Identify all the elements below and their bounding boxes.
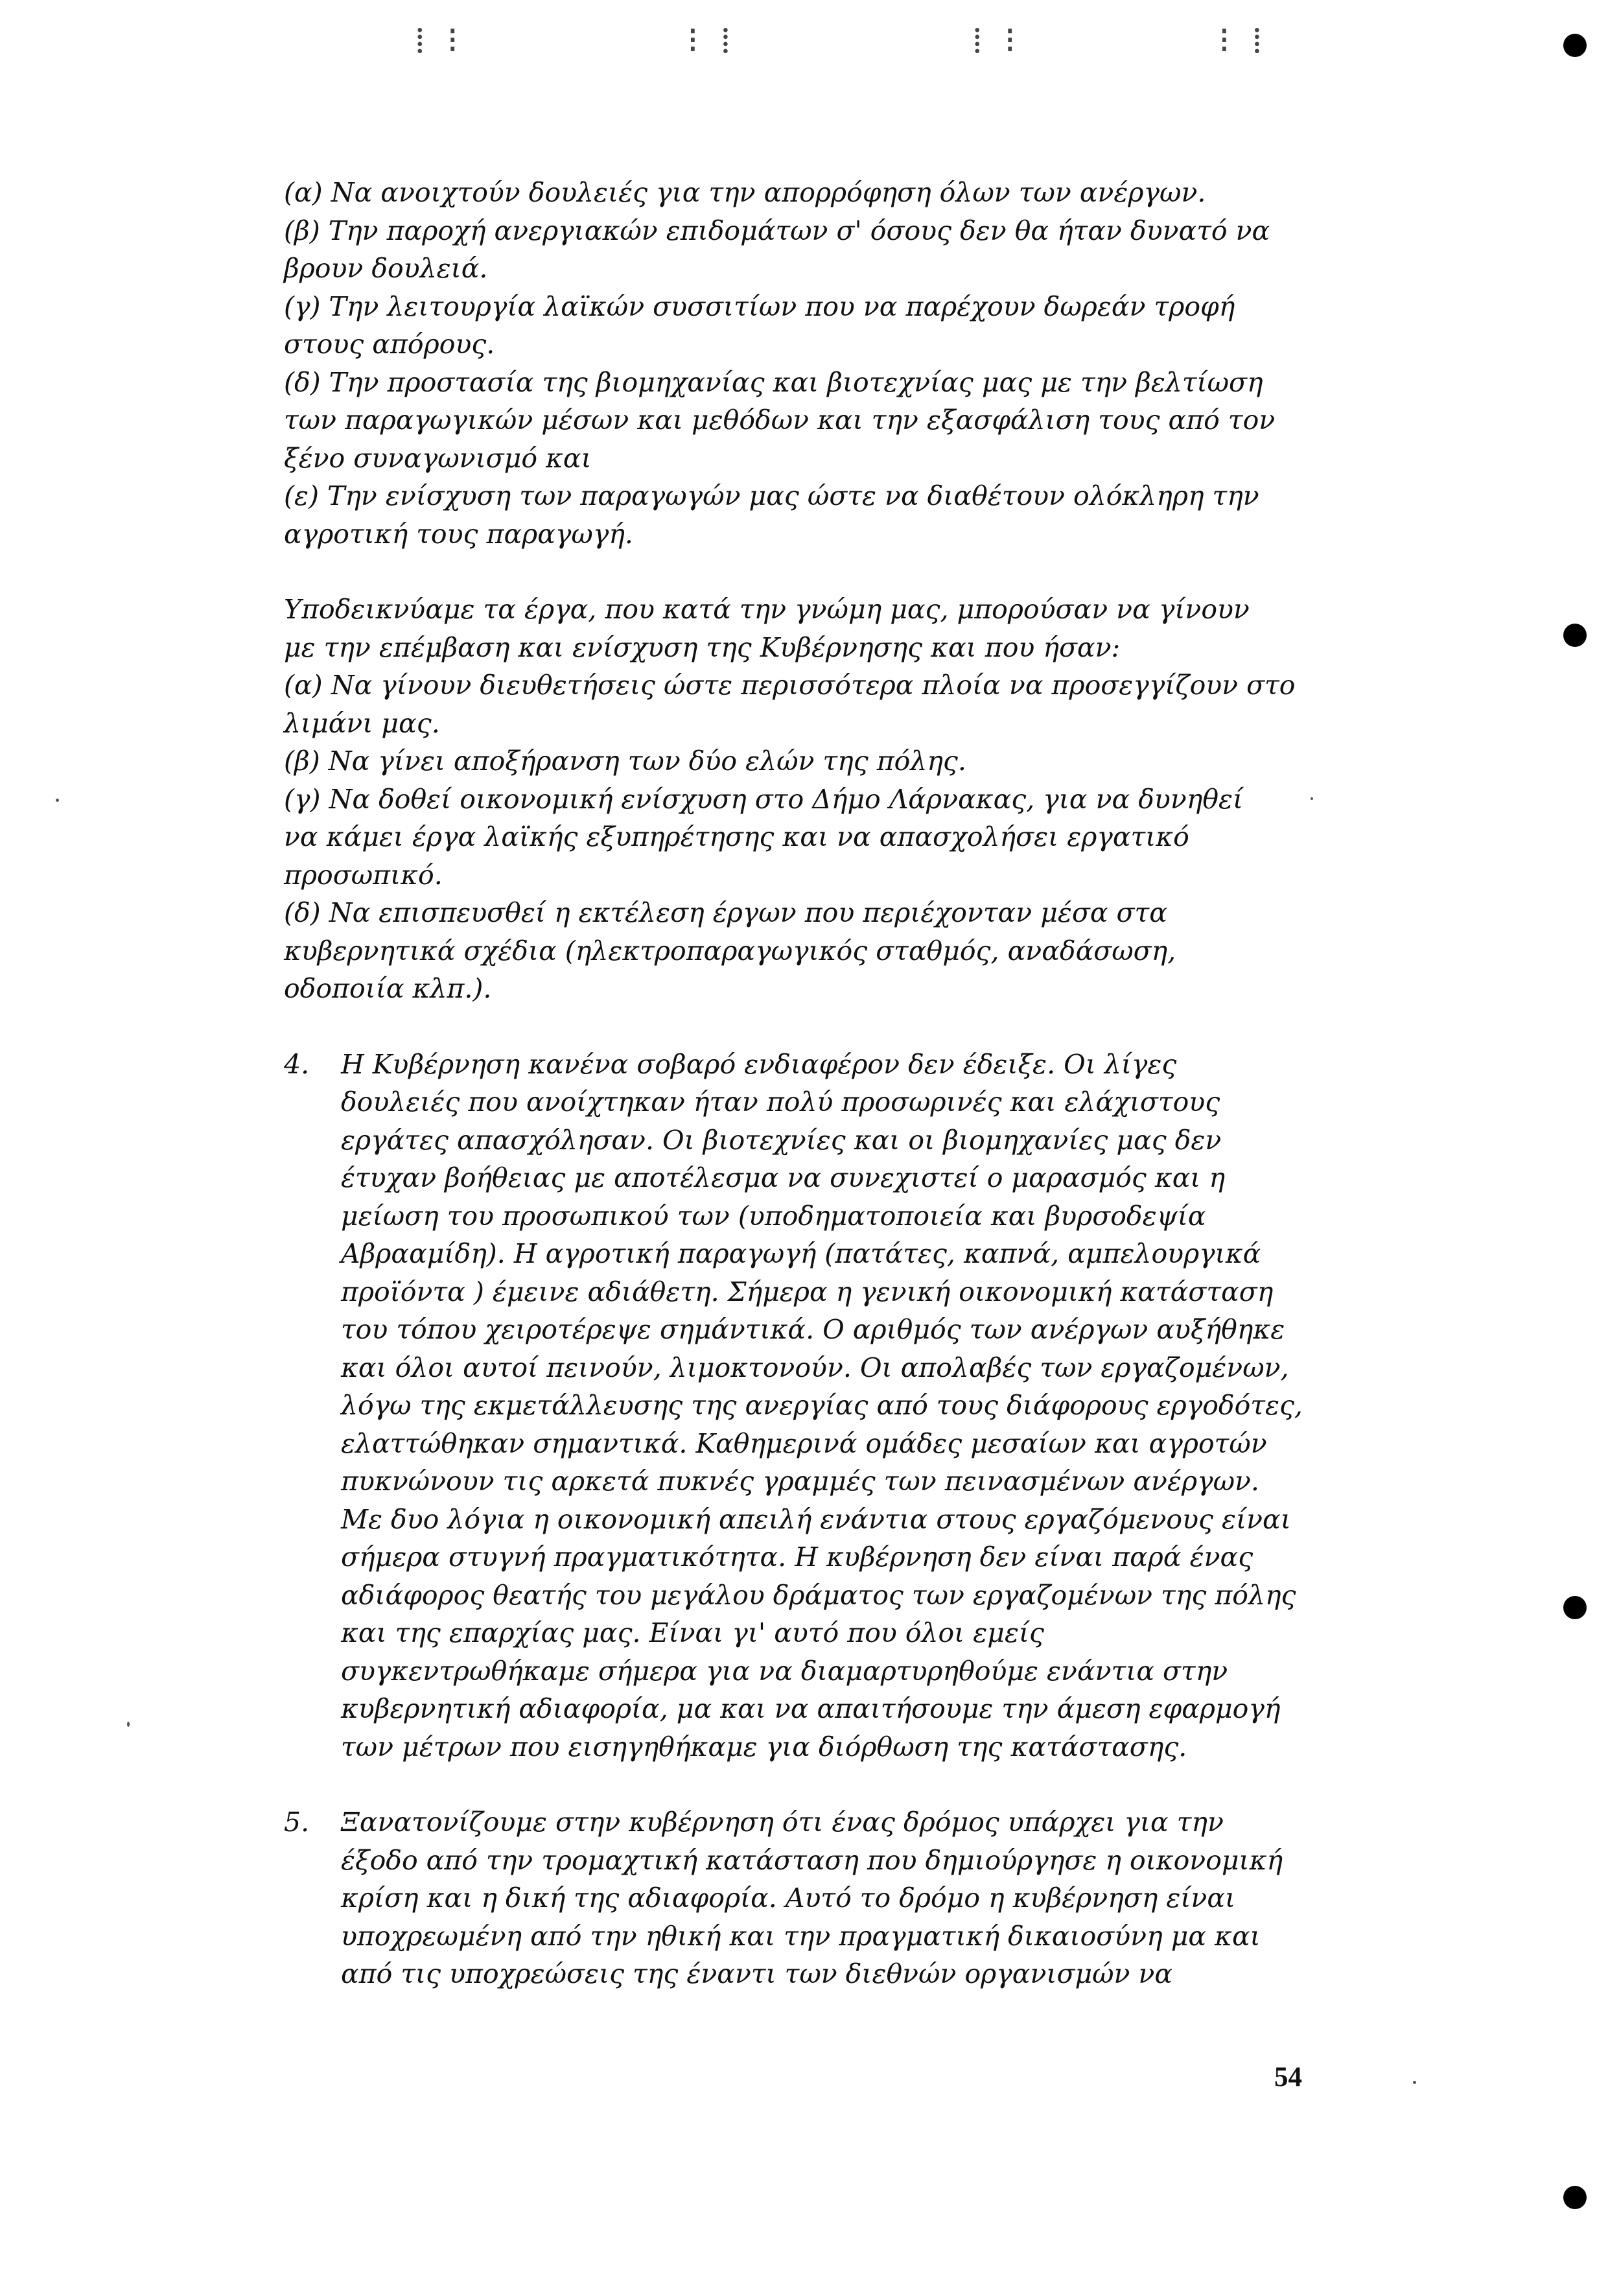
paragraph-line: εργάτες απασχόλησαν. Οι βιοτεχνίες και οι βιομηχανίες μας δεν [341, 1124, 1222, 1156]
paragraph-line: του τόπου χειροτέρεψε σημάντικά. Ο αριθμός των ανέργων αυξήθηκε [341, 1314, 1285, 1345]
paragraph-line: έτυχαν βοήθειας με αποτέλεσμα να συνεχιστεί ο μαρασμός και η [341, 1162, 1226, 1193]
document-body [284, 174, 1309, 1993]
list-item: οδοποιία κλπ.). [284, 973, 492, 1004]
scan-speck [127, 1722, 130, 1727]
paragraph-line: και όλοι αυτοί πεινούν, λιμοκτονούν. Οι απολαβές των εργαζομένων, [341, 1352, 1289, 1383]
punch-hole-mark [1563, 1596, 1587, 1619]
point-text [341, 1803, 1309, 1993]
list-item: βρουν δουλειά. [284, 253, 488, 284]
numbered-point-4 [284, 1046, 1309, 1766]
paragraph-line: σήμερα στυγνή πραγματικότητα. Η κυβέρνηση δεν είναι παρά ένας [341, 1541, 1253, 1573]
scan-artifact: ⁞ ⁝ [972, 19, 1021, 62]
paragraph-line: και της επαρχίας μας. Είναι γι' αυτό που όλοι εμείς [341, 1617, 1044, 1648]
paragraph-line: συγκεντρωθήκαμε σήμερα για να διαμαρτυρηθούμε ενάντια στην [341, 1655, 1228, 1687]
list-item: ξένο συναγωνισμό και [284, 442, 592, 474]
paragraph-line: με την επέμβαση και ενίσχυση της Κυβέρνησης και που ήσαν: [284, 631, 1121, 663]
list-item: προσωπικό. [284, 859, 443, 891]
paragraph-line: έξοδο από την τρομαχτική κατάσταση που δημιούργησε η οικονομική [341, 1844, 1283, 1876]
page-number: 54 [1274, 2062, 1302, 2092]
paragraph-line: κυβερνητική αδιαφορία, μα και να απαιτήσουμε την άμεση εφαρμογή [341, 1693, 1281, 1724]
demands-list [284, 174, 1309, 553]
paragraph-line: δουλειές που ανοίχτηκαν ήταν πολύ προσωρινές και ελάχιστους [341, 1086, 1220, 1118]
paragraph-line: Με δυο λόγια η οικονομική απειλή ενάντια στους εργαζόμενους είναι [341, 1503, 1291, 1535]
list-item: (β) Να γίνει αποξήρανση των δύο ελών της πόλης. [284, 745, 966, 777]
point-number: 4. [284, 1048, 310, 1080]
punch-hole-mark [1563, 2186, 1587, 2209]
paragraph-line: από τις υποχρεώσεις της έναντι των διεθνών οργανισμών να [341, 1958, 1173, 1989]
paragraph-line: λόγω της εκμετάλλευσης της ανεργίας από τους διάφορους εργοδότες, [341, 1390, 1303, 1421]
list-item: (α) Να γίνουν διευθετήσεις ώστε περισσότερα πλοία να προσεγγίζουν στο [284, 670, 1296, 701]
scan-speck [56, 799, 59, 802]
paragraph-line: κρίση και η δική της αδιαφορία. Αυτό το δρόμο η κυβέρνηση είναι [341, 1882, 1236, 1914]
list-item: των παραγωγικών μέσων και μεθόδων και την εξασφάλιση τους από τον [284, 404, 1276, 436]
paragraph-line: αδιάφορος θεατής του μεγάλου δράματος των εργαζομένων της πόλης [341, 1579, 1296, 1611]
list-item: (γ) Να δοθεί οικονομική ενίσχυση στο Δήμο Λάρνακας, για να δυνηθεί [284, 783, 1244, 815]
scan-speck [1311, 797, 1313, 800]
paragraph-line: Η Κυβέρνηση κανένα σοβαρό ενδιαφέρον δεν έδειξε. Οι λίγες [341, 1048, 1177, 1080]
list-item: (δ) Την προστασία της βιομηχανίας και βιοτεχνίας μας με την βελτίωση [284, 366, 1263, 398]
list-item: λιμάνι μας. [284, 707, 440, 739]
paragraph-line: πυκνώνουν τις αρκετά πυκνές γραμμές των πεινασμένων ανέργων. [341, 1466, 1259, 1497]
numbered-point-5 [284, 1803, 1309, 1993]
paragraph-line: των μέτρων που εισηγηθήκαμε για διόρθωση της κατάστασης. [341, 1731, 1187, 1763]
list-item: να κάμει έργα λαϊκής εξυπηρέτησης και να απασχολήσει εργατικό [284, 821, 1189, 852]
scan-artifact: ⁝ ⁞ [1218, 19, 1268, 62]
paragraph-line: υποχρεωμένη από την ηθική και την πραγματική δικαιοσύνη μα και [341, 1920, 1261, 1952]
scan-speck [1413, 2081, 1416, 2084]
list-item: (γ) Την λειτουργία λαϊκών συσσιτίων που να παρέχουν δωρεάν τροφή [284, 290, 1235, 322]
paragraph-line: μείωση του προσωπικού των (υποδηματοποιεία και βυρσοδεψία [341, 1200, 1206, 1232]
list-item: (β) Την παροχή ανεργιακών επιδομάτων σ' όσους δεν θα ήταν δυνατό να [284, 215, 1270, 246]
paragraph-line: προϊόντα ) έμεινε αδιάθετη. Σήμερα η γενική οικονομική κατάσταση [341, 1276, 1274, 1307]
paragraph-line: ελαττώθηκαν σημαντικά. Καθημερινά ομάδες μεσαίων και αγροτών [341, 1427, 1267, 1459]
paragraph-line: Υποδεικνύαμε τα έργα, που κατά την γνώμη μας, μπορούσαν να γίνουν [284, 594, 1250, 625]
list-item: (δ) Να επισπευσθεί η εκτέλεση έργων που περιέχονταν μέσα στα [284, 897, 1167, 928]
paragraph-line: Ξανατονίζουμε στην κυβέρνηση ότι ένας δρόμος υπάρχει για την [341, 1807, 1224, 1838]
list-item: (ε) Την ενίσχυση των παραγωγών μας ώστε να διαθέτουν ολόκληρη την [284, 480, 1259, 511]
list-item: κυβερνητικά σχέδια (ηλεκτροπαραγωγικός σταθμός, αναδάσωση, [284, 935, 1176, 966]
scan-artifact: ⁞ ⁝ [415, 19, 464, 62]
scan-artifact: ⁝ ⁞ [687, 19, 736, 62]
paragraph-line: Αβρααμίδη). Η αγροτική παραγωγή (πατάτες, καπνά, αμπελουργικά [341, 1238, 1261, 1269]
punch-hole-mark [1563, 624, 1587, 647]
point-number: 5. [284, 1807, 310, 1838]
list-item: αγροτική τους παραγωγή. [284, 518, 633, 550]
projects-section [284, 591, 1309, 1008]
list-item: στους απόρους. [284, 329, 495, 360]
list-item: (α) Να ανοιχτούν δουλειές για την απορρόφηση όλων των ανέργων. [284, 177, 1206, 208]
point-text [341, 1046, 1309, 1766]
punch-hole-mark [1563, 34, 1587, 57]
